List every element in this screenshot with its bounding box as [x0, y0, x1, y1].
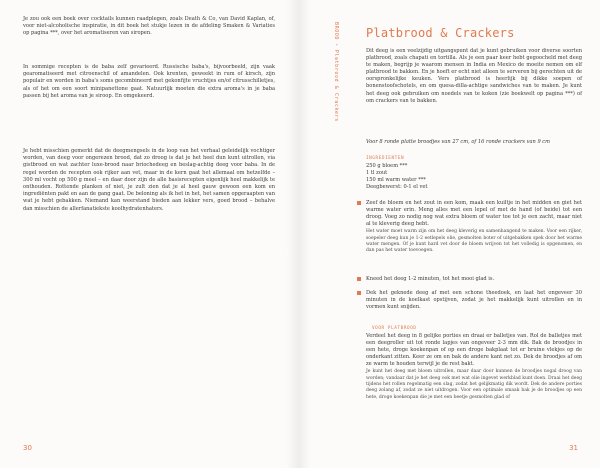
recipe-yield — [366, 139, 582, 146]
recipe-step-2 — [366, 276, 582, 283]
ingredients-list — [366, 163, 582, 191]
step-text: Zeef de bloem en het zout in een kom, maak een kuiltje in het midden en giet het warme water erin. Meng alles met een lepel of met de hand (of beide) tot een droog. Voeg zo nodig nog wat extra bloem of water toe tot je een zacht, maar niet al te kleverig deeg hebt. — [366, 200, 582, 228]
platbrood-subheading: VOOR PLATBROOD — [372, 326, 417, 331]
paragraph-text: Je zou ook een boek over cocktails kunnen raadplegen, zoals Death & Co, van David Kaplan, of, voor niet-alcoholische inspiratie, in dit boek het stukje lezen in de afdeling Smaken & Variaties op pagina ***, over het aromatiseren van siropen. — [23, 16, 275, 37]
step-text: Verdeel het deeg in 8 gelijke porties en draai er balletjes van. Rol de balletjes met een deegroller uit tot ronde lapjes van ongeveer 2-3 mm dik. Bak de broodjes in een hete, droge koekenpan of op een droge bakplaat tot er bruine vlekjes op de onderkant zitten. Keer ze om en bak de andere kant net zo. Dek de broodjes af om ze warm te houden terwijl je de rest bakt. — [366, 333, 582, 368]
ingredient-item: Deegbewerst: 0-1 el vet — [366, 184, 428, 191]
recipe-step-1 — [366, 200, 582, 255]
running-head-section: BROOD — [333, 22, 339, 41]
gutter-shadow-left — [286, 0, 300, 468]
left-paragraph-1 — [23, 16, 275, 38]
square-bullet-icon — [357, 291, 361, 295]
yield-text: Voor 8 ronde platte broodjes van 27 cm, of 16 ronde crackers van 9 cm — [366, 139, 550, 145]
running-head-subsection: Platbrood & Crackers — [333, 49, 339, 122]
page-number-left: 30 — [23, 444, 32, 452]
ingredient-item: 150 ml warm water *** — [366, 177, 426, 184]
running-head-separator: • — [333, 43, 339, 47]
left-paragraph-2 — [23, 64, 275, 100]
paragraph-text: Je hebt misschien gemerkt dat de deegmengsels in de loop van het verhaal geleidelijk vochtiger worden, van deeg voor ongerezen brood, dat zo droog is dat je het heel dun kunt uitrollen, via gistbrood en wat zachter luxe-brood naar briochedeeg en beslag-achtig deeg voor baba. In de regel worden de recepten ook rijker aan vet, maar in de kern gaat het allemaal om hetzelfde – 300 ml vocht op 500 g meel – en daar door zijn de alle basisrecepten eigenlijk heel makkelijk te onthouden. Rottende planken of niet, je zult zien dat je al heel gauw gewoon een kom en ingrediënten pakt en aan de gang gaat. De beloning als ik het in het, het samen opgeraapten van wat je hebt gebakken. Niemand kan weerstand bieden aan lekker vers, goed brood – behalve dan misschien de allerfanatiekste koolhydratenhaters. — [23, 148, 275, 212]
left-paragraph-3 — [23, 148, 275, 213]
step-note: Je kunt het deeg met bloem uitrollen, maar daar door kunnen de broodjes nogal droog van worden; vandaar dat je het deeg ook met wat olie ingevet werkblad kunt doen. Draai het deeg tijdens het rollen regelmatig een slag, zodat het gelijkmatig dik wordt. Dek de andere porties deeg zolang af, zodat ze niet uitdrogen. Voor een optimale smaak bak je de broodjes op een hete, droge koekenpan die je met een beetje gesmolten glad of — [366, 369, 582, 400]
square-bullet-icon — [357, 201, 361, 205]
running-head — [333, 22, 339, 122]
page-number-right: 31 — [569, 444, 578, 452]
step-note: Het water moet warm zijn om het deeg kleverig en samenhangend te maken. Voor een rijker, soepeler deeg kun je 1-2 eetlepels olie, gesmolten boter of uitgebakken spek door het warme water mengen. Of je kunt hard vet door de bloem wrijven tot het volledig is opgenomen, en dan pas het water toevoegen. — [366, 229, 582, 254]
ingredient-item: 250 g bloem *** — [366, 163, 408, 169]
ingredient-item: 1 tl zout — [366, 170, 388, 177]
paragraph-text: In sommige recepten is de baba zelf gevarieerd. Russische baba's, bijvoorbeeld, zijn vaak gearomatiseerd met citroenschil of amandelen. Ook krenten, geweekt in rum of kirsch, zijn populair en worden in baba's soms gecombineerd met gekonfijte vruchtjes en/of citrusschilletjes, als of het om een soort minipanettone gaat. Natuurlijk moeten die extra aroma's in je baba passen bij het aroma van je siroop. En omgekeerd. — [23, 64, 275, 99]
ingredients-heading: INGREDIENTEN — [366, 156, 405, 161]
step-text: Dek het geknede deeg af met een schone theedoek, en laat het ongeveer 30 minuten in de koelkast opstijven, zodat je het makkelijk kunt uitrollen en in vormen kunt snijden. — [366, 290, 582, 311]
platbrood-step — [366, 333, 582, 401]
step-text: Kneed het deeg 1-2 minuten, tot het mooi glad is. — [366, 276, 495, 282]
recipe-intro — [366, 48, 582, 105]
intro-text: Dit deeg is een veelzijdig uitgangspunt dat je kunt gebruiken voor diverse soorten platbrood, zoals chapati en tortilla. Als je een paar keer hebt gegoocheld met deeg te maken, begrijp je waarom mensen in India en Mexico de moeite nemen om elf platbrood te bakken. En je hoeft er echt niet alleen te serveren bij gerechten uit de oorspronkelijke keuken. Vers platbrood is heerlijk bij dikke soepen of bonenstoofschotels, en om quesa-dilla-achtige sandwiches van te maken. Je kunt het deeg ook gebruiken om noedels van te koken (zie boekwelt op pagina ***) of om crackers van te bakken. — [366, 48, 582, 104]
square-bullet-icon — [357, 277, 361, 281]
gutter-shadow-right — [300, 0, 310, 468]
recipe-step-3 — [366, 290, 582, 311]
recipe-title: Platbrood & Crackers — [366, 26, 515, 40]
